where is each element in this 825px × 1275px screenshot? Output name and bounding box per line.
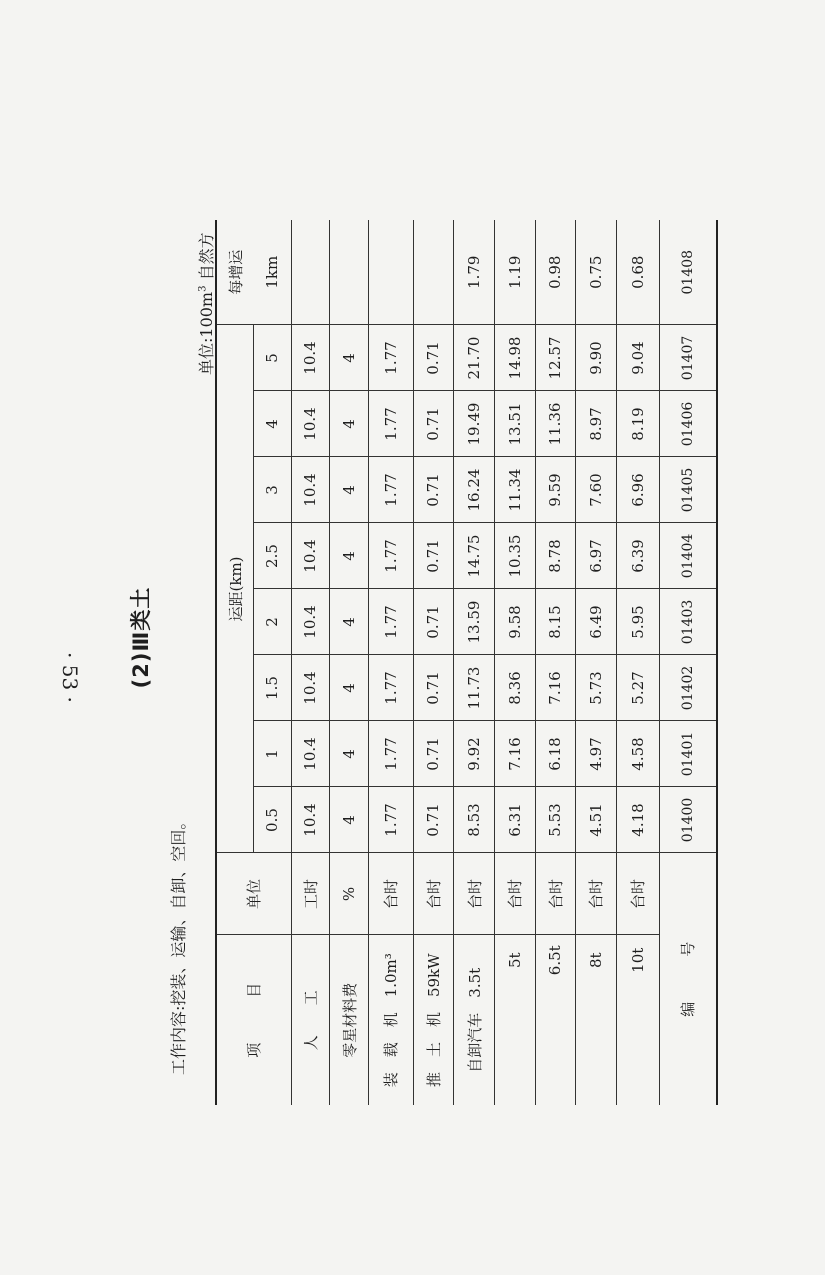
value-cell: 4.97 bbox=[576, 721, 617, 787]
table-row bbox=[616, 220, 659, 1105]
item-cell: 5t bbox=[494, 935, 535, 1105]
table-row bbox=[291, 220, 330, 1105]
unit-cell: 台时 bbox=[368, 853, 413, 935]
extra-cell: 0.68 bbox=[616, 220, 659, 325]
table-row bbox=[330, 220, 369, 1105]
table-row bbox=[368, 220, 413, 1105]
unit-cell: 台时 bbox=[494, 853, 535, 935]
value-cell: 0.71 bbox=[413, 523, 454, 589]
value-cell: 10.4 bbox=[291, 391, 330, 457]
value-cell: 4 bbox=[330, 523, 369, 589]
value-cell: 4.58 bbox=[616, 721, 659, 787]
value-cell: 0.71 bbox=[413, 655, 454, 721]
value-cell: 6.96 bbox=[616, 457, 659, 523]
value-cell: 11.34 bbox=[494, 457, 535, 523]
value-cell: 4 bbox=[330, 721, 369, 787]
value-cell: 5.95 bbox=[616, 589, 659, 655]
table-row bbox=[535, 220, 576, 1105]
value-cell: 7.16 bbox=[535, 655, 576, 721]
value-cell: 10.4 bbox=[291, 787, 330, 853]
extra-cell: 1.79 bbox=[454, 220, 495, 325]
item-cell: 推 土 机 59kW bbox=[413, 935, 454, 1105]
value-cell: 4 bbox=[330, 325, 369, 391]
value-cell: 8.19 bbox=[616, 391, 659, 457]
distance-header: 运距(km) bbox=[216, 325, 254, 853]
code-cell: 01408 bbox=[659, 220, 717, 325]
unit-cell: 台时 bbox=[413, 853, 454, 935]
unit-header: 单位 bbox=[216, 853, 291, 935]
distance-cell: 3 bbox=[254, 457, 292, 523]
value-cell: 9.90 bbox=[576, 325, 617, 391]
distance-cell: 5 bbox=[254, 325, 292, 391]
value-cell: 5.27 bbox=[616, 655, 659, 721]
value-cell: 9.58 bbox=[494, 589, 535, 655]
distance-cell: 4 bbox=[254, 391, 292, 457]
value-cell: 5.53 bbox=[535, 787, 576, 853]
value-cell: 16.24 bbox=[454, 457, 495, 523]
extra-cell bbox=[368, 220, 413, 325]
unit-cell: 台时 bbox=[454, 853, 495, 935]
extra-header-line2: 1km bbox=[254, 220, 292, 325]
page-number: · 53 · bbox=[58, 652, 82, 703]
table-row bbox=[494, 220, 535, 1105]
unit-cell: 台时 bbox=[535, 853, 576, 935]
value-cell: 5.73 bbox=[576, 655, 617, 721]
value-cell: 10.35 bbox=[494, 523, 535, 589]
value-cell: 19.49 bbox=[454, 391, 495, 457]
table-row bbox=[413, 220, 454, 1105]
table-row bbox=[454, 220, 495, 1105]
extra-cell: 1.19 bbox=[494, 220, 535, 325]
value-cell: 0.71 bbox=[413, 787, 454, 853]
value-cell: 8.15 bbox=[535, 589, 576, 655]
value-cell: 10.4 bbox=[291, 523, 330, 589]
value-cell: 1.77 bbox=[368, 721, 413, 787]
extra-cell bbox=[330, 220, 369, 325]
item-cell: 零星材料费 bbox=[330, 935, 369, 1105]
value-cell: 4.18 bbox=[616, 787, 659, 853]
value-cell: 4 bbox=[330, 589, 369, 655]
unit-cell: 工时 bbox=[291, 853, 330, 935]
value-cell: 1.77 bbox=[368, 391, 413, 457]
value-cell: 6.31 bbox=[494, 787, 535, 853]
value-cell: 6.97 bbox=[576, 523, 617, 589]
value-cell: 4 bbox=[330, 655, 369, 721]
value-cell: 1.77 bbox=[368, 787, 413, 853]
unit-cell: 台时 bbox=[616, 853, 659, 935]
value-cell: 0.71 bbox=[413, 589, 454, 655]
extra-header-line1: 每增运 bbox=[216, 220, 254, 325]
distance-cell: 2.5 bbox=[254, 523, 292, 589]
value-cell: 4 bbox=[330, 391, 369, 457]
table-row bbox=[576, 220, 617, 1105]
value-cell: 8.36 bbox=[494, 655, 535, 721]
value-cell: 8.97 bbox=[576, 391, 617, 457]
distance-cell: 0.5 bbox=[254, 787, 292, 853]
value-cell: 8.78 bbox=[535, 523, 576, 589]
item-cell: 6.5t bbox=[535, 935, 576, 1105]
value-cell: 9.92 bbox=[454, 721, 495, 787]
item-cell: 自卸汽车 3.5t bbox=[454, 935, 495, 1105]
value-cell: 1.77 bbox=[368, 523, 413, 589]
distance-cell: 1.5 bbox=[254, 655, 292, 721]
value-cell: 9.04 bbox=[616, 325, 659, 391]
value-cell: 0.71 bbox=[413, 325, 454, 391]
value-cell: 10.4 bbox=[291, 589, 330, 655]
extra-cell bbox=[413, 220, 454, 325]
code-cell: 01405 bbox=[659, 457, 717, 523]
value-cell: 7.16 bbox=[494, 721, 535, 787]
code-cell: 01403 bbox=[659, 589, 717, 655]
unit-cell: % bbox=[330, 853, 369, 935]
distance-cell: 1 bbox=[254, 721, 292, 787]
value-cell: 6.49 bbox=[576, 589, 617, 655]
value-cell: 14.98 bbox=[494, 325, 535, 391]
value-cell: 10.4 bbox=[291, 457, 330, 523]
item-cell: 8t bbox=[576, 935, 617, 1105]
value-cell: 8.53 bbox=[454, 787, 495, 853]
work-content: 工作内容:挖装、运输、自卸、空回。 bbox=[169, 813, 188, 1075]
value-cell: 12.57 bbox=[535, 325, 576, 391]
value-cell: 6.18 bbox=[535, 721, 576, 787]
extra-cell: 0.98 bbox=[535, 220, 576, 325]
distance-cell: 2 bbox=[254, 589, 292, 655]
section-heading: (2)Ⅲ类土 bbox=[129, 586, 153, 689]
value-cell: 11.36 bbox=[535, 391, 576, 457]
extra-cell bbox=[291, 220, 330, 325]
value-cell: 1.77 bbox=[368, 325, 413, 391]
value-cell: 21.70 bbox=[454, 325, 495, 391]
value-cell: 10.4 bbox=[291, 325, 330, 391]
value-cell: 4 bbox=[330, 787, 369, 853]
code-cell: 01404 bbox=[659, 523, 717, 589]
value-cell: 1.77 bbox=[368, 589, 413, 655]
quota-table bbox=[215, 220, 718, 1105]
unit-cell: 台时 bbox=[576, 853, 617, 935]
value-cell: 7.60 bbox=[576, 457, 617, 523]
item-cell: 装 载 机 1.0m³ bbox=[368, 935, 413, 1105]
value-cell: 10.4 bbox=[291, 655, 330, 721]
unit-suffix: 自然方 bbox=[197, 232, 216, 286]
value-cell: 4.51 bbox=[576, 787, 617, 853]
value-cell: 13.51 bbox=[494, 391, 535, 457]
code-cell: 01401 bbox=[659, 721, 717, 787]
code-cell: 01406 bbox=[659, 391, 717, 457]
value-cell: 0.71 bbox=[413, 721, 454, 787]
unit-note bbox=[194, 232, 217, 375]
code-label: 编 号 bbox=[659, 853, 717, 1105]
extra-cell: 0.75 bbox=[576, 220, 617, 325]
value-cell: 1.77 bbox=[368, 457, 413, 523]
value-cell: 1.77 bbox=[368, 655, 413, 721]
unit-label: 单位:100m bbox=[197, 291, 216, 375]
unit-superscript: 3 bbox=[197, 285, 209, 292]
value-cell: 4 bbox=[330, 457, 369, 523]
code-cell: 01400 bbox=[659, 787, 717, 853]
item-cell: 10t bbox=[616, 935, 659, 1105]
value-cell: 6.39 bbox=[616, 523, 659, 589]
code-cell: 01402 bbox=[659, 655, 717, 721]
value-cell: 0.71 bbox=[413, 457, 454, 523]
value-cell: 0.71 bbox=[413, 391, 454, 457]
value-cell: 14.75 bbox=[454, 523, 495, 589]
item-cell: 人 工 bbox=[291, 935, 330, 1105]
value-cell: 10.4 bbox=[291, 721, 330, 787]
value-cell: 11.73 bbox=[454, 655, 495, 721]
code-cell: 01407 bbox=[659, 325, 717, 391]
value-cell: 9.59 bbox=[535, 457, 576, 523]
item-header: 项 目 bbox=[216, 935, 291, 1105]
value-cell: 13.59 bbox=[454, 589, 495, 655]
